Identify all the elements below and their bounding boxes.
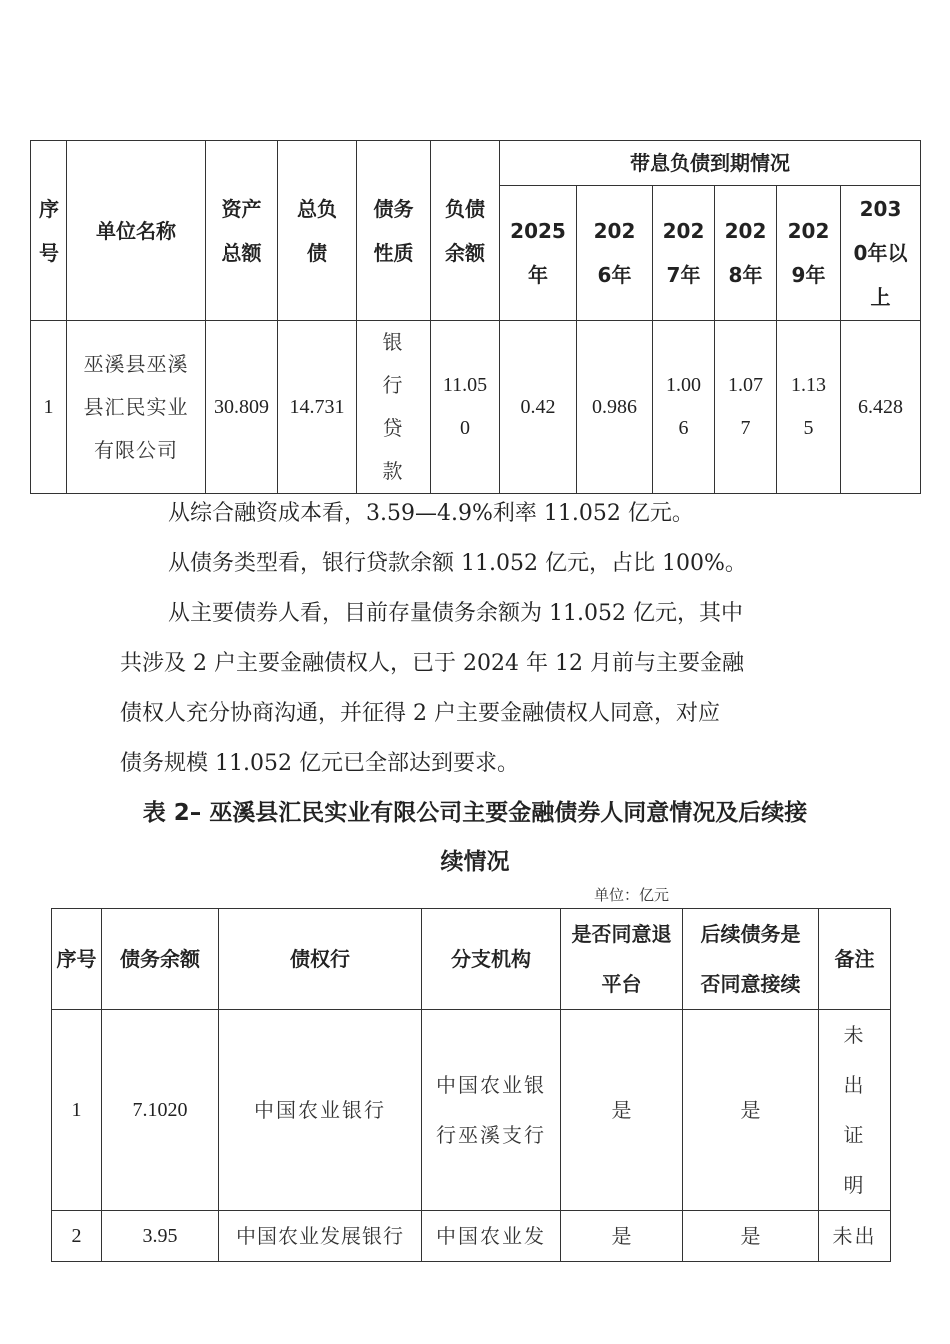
paragraph-creditors-line2: 共涉及 2 户主要金融债权人，已于 2024 年 12 月前与主要金融 bbox=[120, 651, 744, 676]
cell-assets: 30.809 bbox=[206, 321, 278, 494]
paragraph-creditors-line4: 债务规模 11.052 亿元已全部达到要求。 bbox=[120, 751, 519, 776]
t2-cell-branch: 中国农业银行巫溪支行 bbox=[422, 1010, 561, 1211]
creditor-consent-table bbox=[51, 908, 891, 1262]
t2-cell-branch: 中国农业发 bbox=[422, 1211, 561, 1262]
t2-header-seq: 序号 bbox=[52, 909, 102, 1010]
cell-debt-nature: 银行贷款 bbox=[357, 321, 431, 494]
t2-header-creditor: 债权行 bbox=[219, 909, 422, 1010]
t2-header-agree-exit: 是否同意退平台 bbox=[561, 909, 683, 1010]
header-debt-balance: 负债余额 bbox=[431, 141, 500, 321]
cell-total-debt: 14.731 bbox=[278, 321, 357, 494]
table-row bbox=[52, 1010, 891, 1211]
cell-year-2030-plus: 6.428 bbox=[841, 321, 921, 494]
table2-caption-line2: 续情况 bbox=[440, 849, 510, 875]
cell-seq: 1 bbox=[31, 321, 67, 494]
header-assets: 资产总额 bbox=[206, 141, 278, 321]
t2-cell-balance: 3.95 bbox=[102, 1211, 219, 1262]
cell-year-2029: 1.135 bbox=[777, 321, 841, 494]
t2-header-agree-renew: 后续债务是否同意接续 bbox=[683, 909, 819, 1010]
cell-year-2025: 0.42 bbox=[500, 321, 577, 494]
t2-cell-seq: 2 bbox=[52, 1211, 102, 1262]
t2-header-remark: 备注 bbox=[819, 909, 891, 1010]
cell-debt-balance: 11.050 bbox=[431, 321, 500, 494]
t2-cell-creditor: 中国农业发展银行 bbox=[219, 1211, 422, 1262]
table2-caption-line1: 表 2– 巫溪县汇民实业有限公司主要金融债券人同意情况及后续接 bbox=[142, 800, 808, 826]
header-seq: 序号 bbox=[31, 141, 67, 321]
header-year-2025: 2025年 bbox=[500, 186, 577, 321]
t2-header-balance: 债务余额 bbox=[102, 909, 219, 1010]
header-year-2030-plus: 2030年以上 bbox=[841, 186, 921, 321]
header-unit-name: 单位名称 bbox=[67, 141, 206, 321]
header-maturity-group: 带息负债到期情况 bbox=[500, 141, 921, 186]
t2-cell-remark: 未出 bbox=[819, 1211, 891, 1262]
t2-cell-seq: 1 bbox=[52, 1010, 102, 1211]
paragraph-creditors-line1: 从主要债券人看，目前存量债务余额为 11.052 亿元，其中 bbox=[168, 601, 743, 626]
t2-cell-agree-exit: 是 bbox=[561, 1010, 683, 1211]
cell-year-2026: 0.986 bbox=[577, 321, 653, 494]
table-row bbox=[31, 321, 921, 494]
cell-year-2027: 1.006 bbox=[653, 321, 715, 494]
t2-header-branch: 分支机构 bbox=[422, 909, 561, 1010]
paragraph-debt-type: 从债务类型看，银行贷款余额 11.052 亿元，占比 100%。 bbox=[168, 551, 747, 576]
table2-unit-label: 单位：亿元 bbox=[594, 886, 670, 904]
header-year-2027: 2027年 bbox=[653, 186, 715, 321]
t2-cell-agree-renew: 是 bbox=[683, 1211, 819, 1262]
paragraph-financing-cost: 从综合融资成本看，3.59—4.9%利率 11.052 亿元。 bbox=[168, 501, 694, 526]
header-year-2029: 2029年 bbox=[777, 186, 841, 321]
table-row bbox=[52, 1211, 891, 1262]
cell-unit-name: 巫溪县巫溪县汇民实业有限公司 bbox=[67, 321, 206, 494]
debt-maturity-table bbox=[30, 140, 921, 494]
t2-cell-agree-renew: 是 bbox=[683, 1010, 819, 1211]
header-debt-nature: 债务性质 bbox=[357, 141, 431, 321]
cell-year-2028: 1.077 bbox=[715, 321, 777, 494]
t2-cell-agree-exit: 是 bbox=[561, 1211, 683, 1262]
t2-cell-balance: 7.1020 bbox=[102, 1010, 219, 1211]
header-total-debt: 总负债 bbox=[278, 141, 357, 321]
t2-cell-remark: 未出证明 bbox=[819, 1010, 891, 1211]
paragraph-creditors-line3: 债权人充分协商沟通，并征得 2 户主要金融债权人同意，对应 bbox=[120, 701, 720, 726]
header-year-2026: 2026年 bbox=[577, 186, 653, 321]
t2-cell-creditor: 中国农业银行 bbox=[219, 1010, 422, 1211]
header-year-2028: 2028年 bbox=[715, 186, 777, 321]
